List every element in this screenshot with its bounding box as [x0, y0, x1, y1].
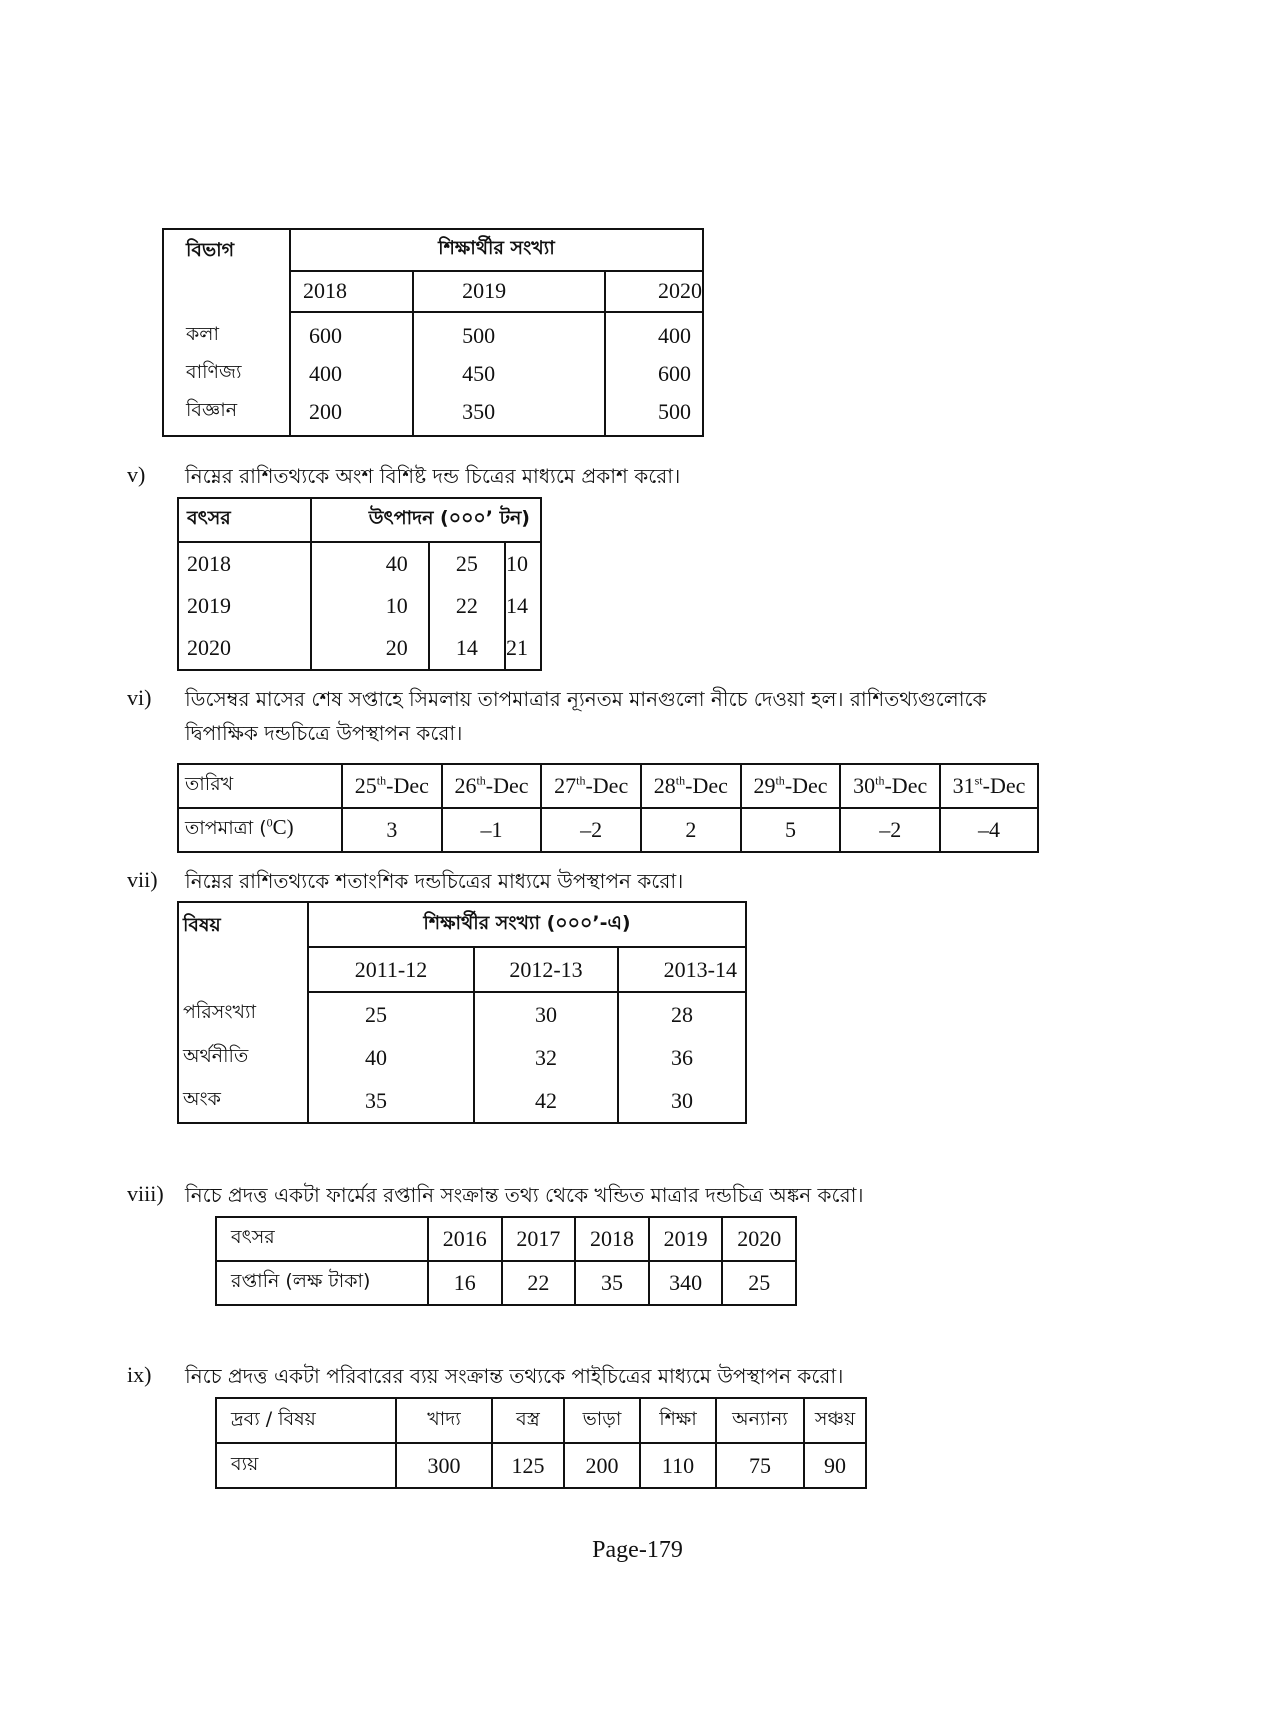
- date-cell: 31st-Dec: [940, 764, 1038, 808]
- temperature-table: [177, 763, 1039, 853]
- table-row: [163, 312, 703, 355]
- temp-cell: 3: [342, 808, 442, 852]
- year-cell: 2020: [722, 1217, 796, 1261]
- table-cell: 400: [290, 355, 413, 393]
- question-text-line1: ডিসেম্বর মাসের শেষ সপ্তাহে সিমলায় তাপমাত্রার ন্যূনতম মানগুলো নীচে দেওয়া হল। রাশিতথ্যগুলোকে: [185, 687, 987, 711]
- temp-cell: –4: [940, 808, 1038, 852]
- production-table: [177, 497, 542, 671]
- department-students-table: [162, 228, 704, 437]
- year-cell: 2016: [428, 1217, 502, 1261]
- year-cell: 2018: [575, 1217, 649, 1261]
- date-cell: 25th-Dec: [342, 764, 442, 808]
- expense-table: [215, 1397, 867, 1489]
- temp-cell: 5: [741, 808, 841, 852]
- export-label: রপ্তানি (লক্ষ টাকা): [216, 1261, 428, 1305]
- question-number: viii): [127, 1181, 164, 1206]
- year-header: 2018: [290, 271, 413, 313]
- year-label: বৎসর: [216, 1217, 428, 1261]
- table-cell: 500: [658, 399, 691, 424]
- row-label: অর্থনীতি: [178, 1036, 308, 1079]
- table-cell: 200: [290, 393, 413, 436]
- table-row: [178, 585, 541, 627]
- table-cell: 30: [671, 1087, 693, 1113]
- table-cell: 450: [413, 355, 605, 393]
- date-label: তারিখ: [178, 764, 342, 808]
- table-cell: 28: [671, 1001, 693, 1027]
- expense-value: 300: [396, 1443, 492, 1488]
- date-cell: 28th-Dec: [641, 764, 741, 808]
- row-label: কলা: [163, 312, 290, 355]
- date-cell: 30th-Dec: [840, 764, 940, 808]
- table-cell: 14: [506, 593, 528, 618]
- table-cell: 350: [413, 393, 605, 436]
- temp-cell: 2: [641, 808, 741, 852]
- item-cell: বস্ত্র: [492, 1398, 564, 1443]
- question-number: ix): [127, 1362, 152, 1387]
- table-cell: 10: [311, 585, 428, 627]
- table-row: [163, 355, 703, 393]
- table-cell: 36: [671, 1044, 693, 1070]
- temp-label: তাপমাত্রা ($^0$C): [178, 808, 342, 852]
- question-number: vii): [127, 867, 158, 892]
- table-cell: 35: [308, 1079, 474, 1123]
- expense-label: ব্যয়: [216, 1443, 396, 1488]
- row-label: অংক: [178, 1079, 308, 1123]
- table-cell: 10: [506, 551, 528, 576]
- table-cell: 40: [311, 542, 428, 585]
- page-number: Page-179: [592, 1537, 683, 1563]
- students-header: শিক্ষার্থীর সংখ্যা (০০০’-এ): [308, 902, 746, 947]
- students-header-cell: [290, 229, 703, 271]
- date-cell: 27th-Dec: [541, 764, 641, 808]
- subject-students-table: [177, 901, 747, 1124]
- table-row: [178, 1036, 746, 1079]
- row-year: 2018: [178, 542, 311, 585]
- table-cell: 500: [413, 312, 605, 355]
- table-cell: 14: [429, 627, 505, 670]
- expense-value: 75: [716, 1443, 804, 1488]
- row-label: বাণিজ্য: [163, 355, 290, 393]
- date-cell: 26th-Dec: [442, 764, 542, 808]
- temp-cell: –1: [442, 808, 542, 852]
- subject-header: বিষয়: [178, 902, 308, 992]
- table-cell: 25: [429, 542, 505, 585]
- date-cell: 29th-Dec: [741, 764, 841, 808]
- temp-cell: –2: [840, 808, 940, 852]
- table-row: [178, 542, 541, 585]
- item-label: দ্রব্য / বিষয়: [216, 1398, 396, 1443]
- question-number: vi): [127, 685, 152, 710]
- table-cell: 20: [311, 627, 428, 670]
- students-header: শিক্ষার্থীর সংখ্যা: [438, 236, 555, 259]
- export-value: 16: [428, 1261, 502, 1305]
- row-label: বিজ্ঞান: [163, 393, 290, 436]
- item-cell: অন্যান্য: [716, 1398, 804, 1443]
- expense-value: 90: [804, 1443, 866, 1488]
- table-row: [178, 627, 541, 670]
- question-text-line2: দ্বিপাক্ষিক দন্ডচিত্রে উপস্থাপন করো।: [185, 721, 463, 745]
- question-number: v): [127, 462, 146, 487]
- expense-value: 125: [492, 1443, 564, 1488]
- row-year: 2019: [178, 585, 311, 627]
- item-cell: সঞ্চয়: [804, 1398, 866, 1443]
- year-header: 2012-13: [474, 947, 618, 992]
- item-cell: শিক্ষা: [640, 1398, 716, 1443]
- dept-header-cell: [163, 229, 290, 312]
- year-header: 2019: [413, 271, 605, 313]
- dept-header: বিভাগ: [186, 239, 235, 261]
- table-cell: 32: [474, 1036, 618, 1079]
- production-header: উৎপাদন (০০০’ টন): [311, 498, 541, 542]
- question-text: নিম্নের রাশিতথ্যকে শতাংশিক দন্ডচিত্রের মাধ্যমে উপস্থাপন করো।: [185, 869, 684, 893]
- export-value: 25: [722, 1261, 796, 1305]
- table-cell: 21: [506, 635, 528, 660]
- year-cell: 2019: [649, 1217, 723, 1261]
- export-value: 35: [575, 1261, 649, 1305]
- year-header: বৎসর: [178, 498, 311, 542]
- table-cell: 600: [658, 361, 691, 386]
- table-cell: 30: [474, 992, 618, 1036]
- table-cell: 600: [290, 312, 413, 355]
- temp-cell: –2: [541, 808, 641, 852]
- table-cell: 400: [658, 323, 691, 348]
- export-value: 22: [502, 1261, 576, 1305]
- table-cell: 25: [308, 992, 474, 1036]
- table-cell: 40: [308, 1036, 474, 1079]
- table-row: [178, 992, 746, 1036]
- row-label: পরিসংখ্যা: [178, 992, 308, 1036]
- item-cell: ভাড়া: [564, 1398, 640, 1443]
- table-row: [163, 393, 703, 436]
- question-text: নিচে প্রদত্ত একটা ফার্মের রপ্তানি সংক্রান্ত তথ্য থেকে খন্ডিত মাত্রার দন্ডচিত্র অঙ্কন করো।: [185, 1183, 864, 1207]
- table-cell: 22: [429, 585, 505, 627]
- expense-value: 110: [640, 1443, 716, 1488]
- question-text: নিম্নের রাশিতথ্যকে অংশ বিশিষ্ট দন্ড চিত্রের মাধ্যমে প্রকাশ করো।: [185, 464, 681, 488]
- export-table: [215, 1216, 797, 1306]
- item-cell: খাদ্য: [396, 1398, 492, 1443]
- expense-value: 200: [564, 1443, 640, 1488]
- table-row: [178, 1079, 746, 1123]
- year-header: 2020: [605, 271, 703, 313]
- question-text: নিচে প্রদত্ত একটা পরিবারের ব্যয় সংক্রান্ত তথ্যকে পাইচিত্রের মাধ্যমে উপস্থাপন করো।: [185, 1364, 844, 1388]
- export-value: 340: [649, 1261, 723, 1305]
- year-header: 2011-12: [308, 947, 474, 992]
- year-cell: 2017: [502, 1217, 576, 1261]
- table-cell: 42: [474, 1079, 618, 1123]
- row-year: 2020: [178, 627, 311, 670]
- year-header: 2013-14: [618, 947, 746, 992]
